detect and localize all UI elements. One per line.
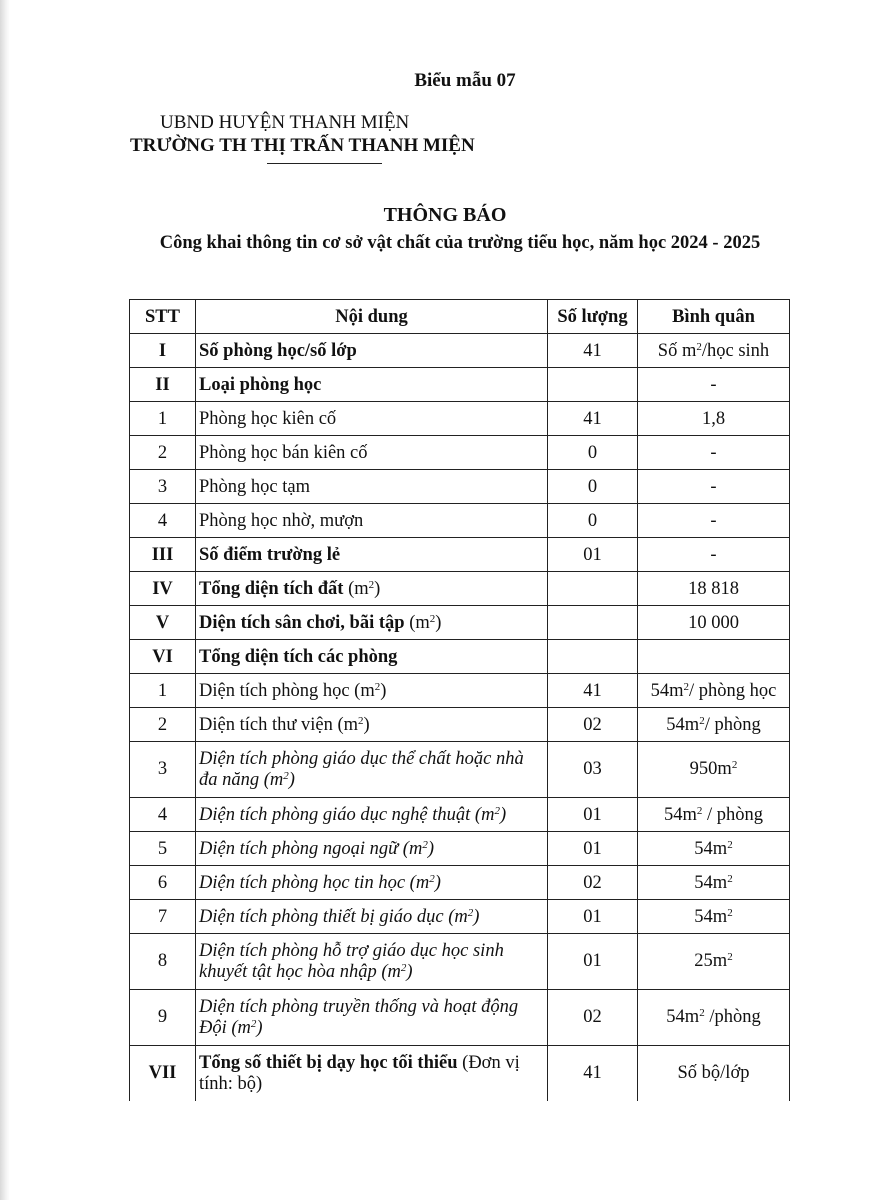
cell-average: $54m^2$ / phòng bbox=[638, 798, 790, 832]
document-subtitle: Công khai thông tin cơ sở vật chất của trường tiểu học, năm học 2024 - 2025 bbox=[159, 233, 761, 253]
cell-average: $54m^2$ bbox=[638, 832, 790, 866]
cell-content: Diện tích thư viện $(m^2)$ bbox=[196, 708, 548, 742]
cell-content: Tổng số thiết bị dạy học tối thiểu (Đơn vị tính: bộ) bbox=[196, 1046, 548, 1102]
table-row bbox=[130, 1046, 790, 1102]
page-edge-shadow bbox=[0, 0, 10, 1200]
document-title: THÔNG BÁO bbox=[383, 204, 507, 226]
cell-quantity: 02 bbox=[548, 708, 638, 742]
cell-stt: 7 bbox=[130, 900, 196, 934]
cell-content: Diện tích phòng giáo dục thể chất hoặc nhà đa năng $(m^2)$ bbox=[196, 742, 548, 798]
cell-content: Phòng học tạm bbox=[196, 470, 548, 504]
cell-content: Loại phòng học bbox=[196, 368, 548, 402]
cell-quantity: 01 bbox=[548, 832, 638, 866]
cell-stt: 3 bbox=[130, 742, 196, 798]
cell-content: Phòng học nhờ, mượn bbox=[196, 504, 548, 538]
cell-quantity: 03 bbox=[548, 742, 638, 798]
cell-stt: 5 bbox=[130, 832, 196, 866]
column-header-stt: STT bbox=[130, 300, 196, 334]
cell-content: Diện tích phòng học tin học $(m^2)$ bbox=[196, 866, 548, 900]
table-row bbox=[130, 572, 790, 606]
school-name: TRƯỜNG TH THỊ TRẤN THANH MIỆN bbox=[130, 135, 475, 156]
cell-average: 18 818 bbox=[638, 572, 790, 606]
cell-average: $54m^2/$ phòng học bbox=[638, 674, 790, 708]
cell-average: - bbox=[638, 504, 790, 538]
cell-quantity: 01 bbox=[548, 934, 638, 990]
cell-stt: 4 bbox=[130, 504, 196, 538]
cell-average: - bbox=[638, 436, 790, 470]
cell-quantity bbox=[548, 606, 638, 640]
cell-average: $25m^2$ bbox=[638, 934, 790, 990]
cell-average: $950m^2$ bbox=[638, 742, 790, 798]
cell-content: Tổng diện tích các phòng bbox=[196, 640, 548, 674]
table-row bbox=[130, 708, 790, 742]
cell-stt: VI bbox=[130, 640, 196, 674]
cell-content: Phòng học kiên cố bbox=[196, 402, 548, 436]
cell-content: Diện tích sân chơi, bãi tập $(m^2)$ bbox=[196, 606, 548, 640]
cell-quantity bbox=[548, 368, 638, 402]
cell-content: Số phòng học/số lớp bbox=[196, 334, 548, 368]
table-row bbox=[130, 674, 790, 708]
cell-stt: 6 bbox=[130, 866, 196, 900]
table-row bbox=[130, 368, 790, 402]
cell-content: Diện tích phòng ngoại ngữ $(m^2)$ bbox=[196, 832, 548, 866]
cell-stt: V bbox=[130, 606, 196, 640]
cell-quantity: 02 bbox=[548, 866, 638, 900]
cell-content: Phòng học bán kiên cố bbox=[196, 436, 548, 470]
facilities-table bbox=[129, 299, 790, 1101]
cell-stt: 8 bbox=[130, 934, 196, 990]
cell-average: $54m^2$ bbox=[638, 866, 790, 900]
cell-quantity: 0 bbox=[548, 504, 638, 538]
cell-stt: 3 bbox=[130, 470, 196, 504]
table-row bbox=[130, 334, 790, 368]
cell-average: - bbox=[638, 538, 790, 572]
cell-quantity: 0 bbox=[548, 470, 638, 504]
cell-stt: I bbox=[130, 334, 196, 368]
cell-average: Số bộ/lớp bbox=[638, 1046, 790, 1102]
cell-quantity: 02 bbox=[548, 990, 638, 1046]
cell-quantity: 41 bbox=[548, 674, 638, 708]
cell-average: 1,8 bbox=[638, 402, 790, 436]
table-row bbox=[130, 402, 790, 436]
column-header-content: Nội dung bbox=[196, 300, 548, 334]
cell-stt: 2 bbox=[130, 708, 196, 742]
cell-average: - bbox=[638, 368, 790, 402]
table-header-row bbox=[130, 300, 790, 334]
cell-stt: VII bbox=[130, 1046, 196, 1102]
cell-stt: 9 bbox=[130, 990, 196, 1046]
cell-quantity: 41 bbox=[548, 334, 638, 368]
cell-quantity: 41 bbox=[548, 402, 638, 436]
table-row bbox=[130, 538, 790, 572]
cell-quantity: 01 bbox=[548, 538, 638, 572]
cell-content: Diện tích phòng thiết bị giáo dục $(m^2)$ bbox=[196, 900, 548, 934]
cell-average: 10 000 bbox=[638, 606, 790, 640]
cell-average: - bbox=[638, 470, 790, 504]
table-row bbox=[130, 798, 790, 832]
cell-average: Số $m^2$/học sinh bbox=[638, 334, 790, 368]
cell-average: $54m^2$ /phòng bbox=[638, 990, 790, 1046]
cell-quantity bbox=[548, 640, 638, 674]
cell-content: Số điểm trường lẻ bbox=[196, 538, 548, 572]
cell-average bbox=[638, 640, 790, 674]
column-header-quantity: Số lượng bbox=[548, 300, 638, 334]
cell-quantity: 01 bbox=[548, 900, 638, 934]
cell-average: $54m^2$ bbox=[638, 900, 790, 934]
table-row bbox=[130, 866, 790, 900]
column-header-average: Bình quân bbox=[638, 300, 790, 334]
table-row bbox=[130, 934, 790, 990]
table-row bbox=[130, 832, 790, 866]
cell-content: Diện tích phòng hỗ trợ giáo dục học sinh khuyết tật học hòa nhập $(m^2)$ bbox=[196, 934, 548, 990]
district-name: UBND HUYỆN THANH MIỆN bbox=[160, 112, 410, 133]
form-number: Biểu mẫu 07 bbox=[414, 70, 516, 91]
table-row bbox=[130, 900, 790, 934]
cell-stt: IV bbox=[130, 572, 196, 606]
school-underline bbox=[267, 163, 382, 164]
table-row bbox=[130, 470, 790, 504]
cell-stt: 2 bbox=[130, 436, 196, 470]
cell-content: Diện tích phòng học $(m^2)$ bbox=[196, 674, 548, 708]
table-row bbox=[130, 504, 790, 538]
cell-quantity: 0 bbox=[548, 436, 638, 470]
table-row bbox=[130, 990, 790, 1046]
cell-stt: II bbox=[130, 368, 196, 402]
table-row bbox=[130, 436, 790, 470]
cell-quantity: 01 bbox=[548, 798, 638, 832]
cell-quantity bbox=[548, 572, 638, 606]
cell-quantity: 41 bbox=[548, 1046, 638, 1102]
cell-average: $54m^2/$ phòng bbox=[638, 708, 790, 742]
table-row bbox=[130, 640, 790, 674]
cell-content: Diện tích phòng truyền thống và hoạt động Đội $(m^2)$ bbox=[196, 990, 548, 1046]
table-row bbox=[130, 606, 790, 640]
cell-stt: 1 bbox=[130, 402, 196, 436]
table-row bbox=[130, 742, 790, 798]
cell-stt: III bbox=[130, 538, 196, 572]
cell-content: Tổng diện tích đất $(m^2)$ bbox=[196, 572, 548, 606]
cell-content: Diện tích phòng giáo dục nghệ thuật $(m^2)$ bbox=[196, 798, 548, 832]
cell-stt: 4 bbox=[130, 798, 196, 832]
cell-stt: 1 bbox=[130, 674, 196, 708]
